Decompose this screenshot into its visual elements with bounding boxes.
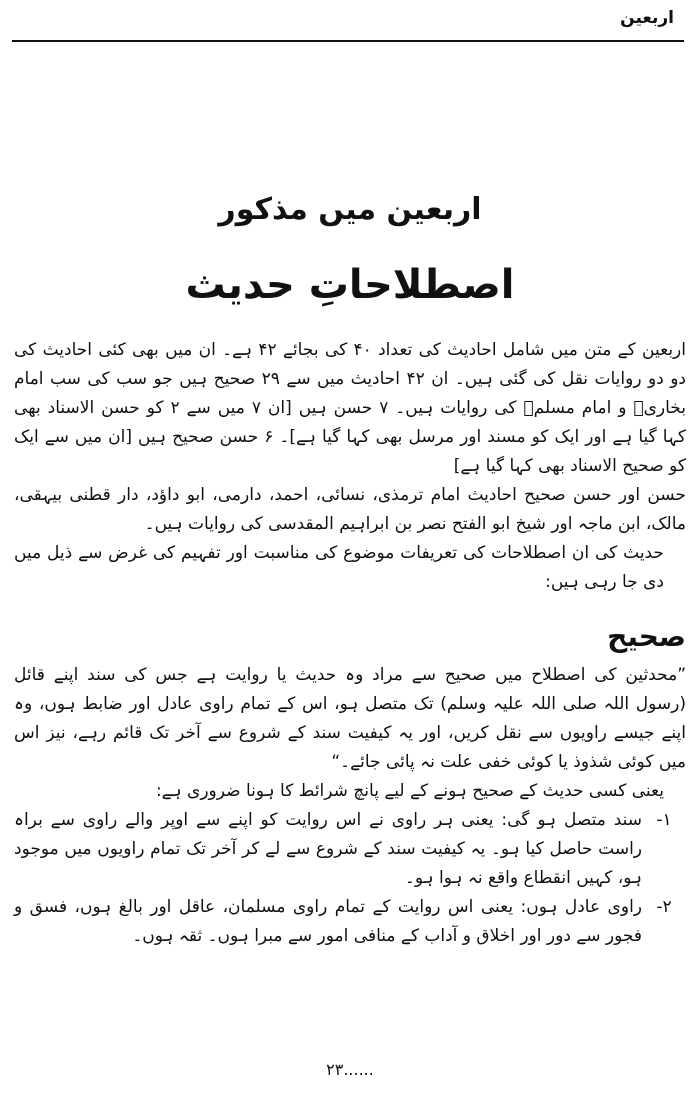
intro-paragraph: اربعین کے متن میں شامل احادیث کی تعداد ۴۰ کی بجائے ۴۲ ہے۔ ان میں بھی کئی احادیث کی دو دو روایات نقل کی گئی ہیں۔ ان ۴۲ احادیث میں سے ۲۹ صحیح ہیں جو سب کی سب امام بخاریؒ و امام مسلمؒ کی روایات ہیں۔ ۷ حسن ہیں [ان ۷ میں سے ۲ کو حسن الاسناد بھی کہا گیا ہے اور ایک کو مسند اور مرسل بھی کہا گیا ہے]۔ ۶ حسن صحیح ہیں [ان میں سے ایک کو صحیح الاسناد بھی کہا گیا ہے]	[14, 340, 686, 476]
condition-text: سند متصل ہو گی: یعنی ہر راوی نے اس روایت کو اپنے سے اوپر والے راوی سے براہ راست حاصل کیا ہو۔ یہ کیفیت سند کے شروع سے لے کر آخر تک تمام راویوں میں موجود ہو، کہیں انقطاع واقع نہ ہوا ہو۔	[14, 810, 642, 888]
page-number: ......۲۳	[326, 1060, 374, 1079]
header-rule	[12, 40, 684, 42]
section-heading-sahih: صحیح	[607, 620, 686, 653]
conditions-intro: یعنی کسی حدیث کے صحیح ہونے کے لیے پانچ شرائط کا ہونا ضروری ہے:	[155, 781, 664, 801]
chapter-title-line2: اصطلاحاتِ حدیث	[185, 262, 515, 308]
definitions-intro-paragraph: حدیث کی ان اصطلاحات کی تعریفات موضوع کی مناسبت اور تفہیم کی غرض سے ذیل میں دی جا رہی ہیں:	[14, 543, 664, 592]
narrators-paragraph: حسن اور حسن صحیح احادیث امام ترمذی، نسائی، احمد، دارمی، ابو داؤد، دار قطنی بیہقی، مالک، ابن ماجہ اور شیخ ابو الفتح نصر بن ابراہیم المقدسی کی روایات ہیں۔	[14, 485, 686, 534]
body-text	[14, 336, 686, 951]
condition-number: ۱-	[656, 810, 672, 830]
sahih-definition: ”محدثین کی اصطلاح میں صحیح سے مراد وہ حدیث یا روایت ہے جس کی سند اپنے قائل (رسول اللہ صلی اللہ علیہ وسلم) تک متصل ہو، اس کے تمام راوی عادل اور ضابط ہوں، وہ اپنے جیسے راویوں سے نقل کریں، اور یہ کیفیت سند کے شروع سے آخر تک قائم رہے، نیز اس میں کوئی شذوذ یا کوئی خفی علت نہ پائی جائے۔“	[14, 665, 686, 772]
condition-item-2	[14, 893, 686, 951]
condition-text: راوی عادل ہوں: یعنی اس روایت کے تمام راوی مسلمان، عاقل اور بالغ ہوں، فسق و فجور سے دور اور اخلاق و آداب کے منافی امور سے مبرا ہوں۔ ثقہ ہوں۔	[14, 897, 642, 946]
running-head: اربعین	[620, 8, 674, 28]
condition-number: ۲-	[656, 897, 672, 917]
condition-item-1	[14, 806, 686, 893]
chapter-title-line1: اربعین میں مذکور	[218, 192, 482, 227]
